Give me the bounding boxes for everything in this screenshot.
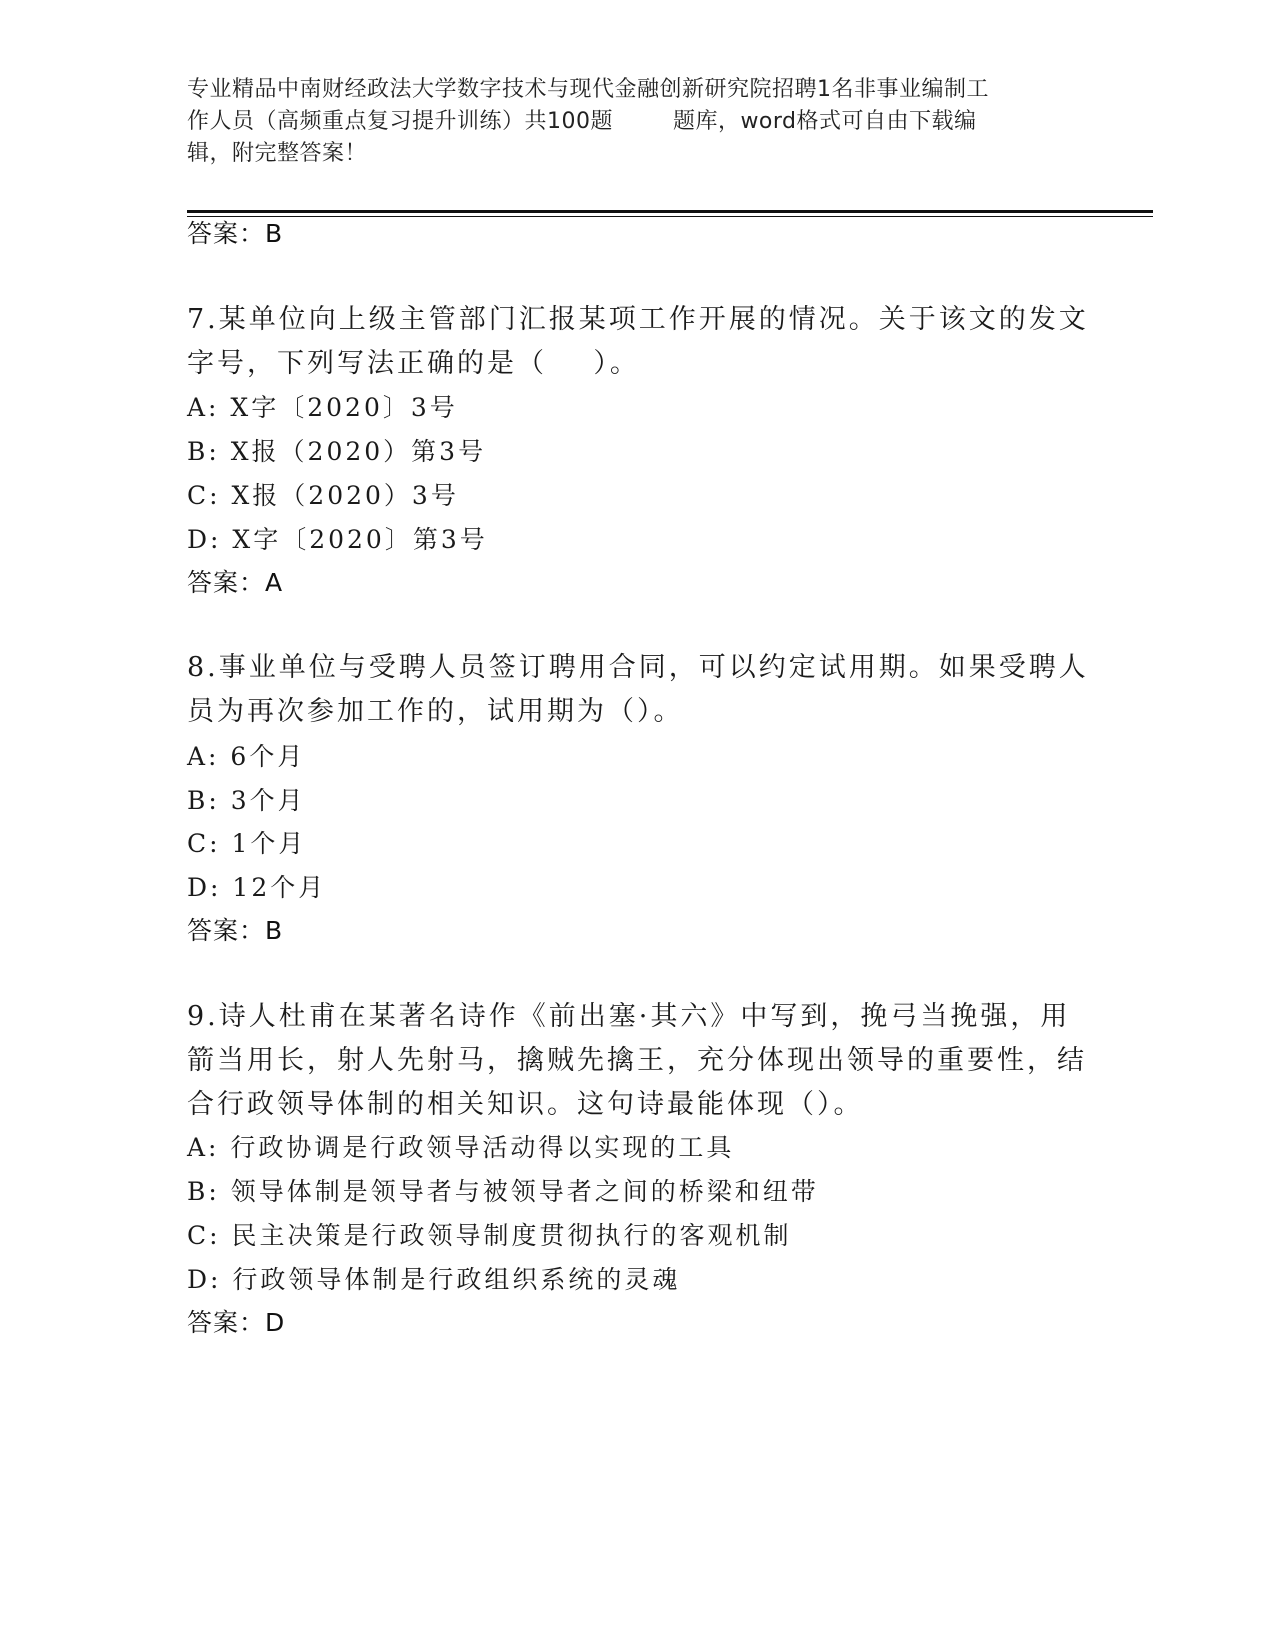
header-divider-thin [187, 216, 1153, 217]
question-8-option-d: D: 12个月 [187, 873, 327, 902]
header-line: 作人员（高频重点复习提升训练）共100题 题库，word格式可自由下载编 [187, 109, 977, 134]
question-7-option-c: C: X报（2020）3号 [187, 481, 459, 510]
question-9-option-a: A: 行政协调是行政领导活动得以实现的工具 [187, 1133, 735, 1162]
question-9-option-d: D: 行政领导体制是行政组织系统的灵魂 [187, 1265, 681, 1294]
question-8-text [187, 646, 1089, 734]
question-7-answer: 答案：A [187, 568, 284, 597]
question-line: 箭当用长，射人先射马，擒贼先擒王，充分体现出领导的重要性，结 [187, 1045, 1087, 1076]
question-8-option-b: B: 3个月 [187, 786, 306, 815]
question-9-answer: 答案：D [187, 1308, 286, 1337]
header-line: 专业精品中南财经政法大学数字技术与现代金融创新研究院招聘1名非事业编制工 [187, 77, 989, 102]
question-line: 字号，下列写法正确的是（ ）。 [187, 348, 640, 379]
question-7-option-b: B: X报（2020）第3号 [187, 437, 487, 466]
previous-answer: 答案：B [187, 219, 284, 248]
question-line: 合行政领导体制的相关知识。这句诗最能体现（）。 [187, 1089, 864, 1120]
question-9-option-c: C: 民主决策是行政领导制度贯彻执行的客观机制 [187, 1221, 792, 1250]
question-8-answer: 答案：B [187, 916, 284, 945]
question-9-option-b: B: 领导体制是领导者与被领导者之间的桥梁和纽带 [187, 1177, 819, 1206]
question-9-text [187, 995, 1087, 1127]
question-line: 7.某单位向上级主管部门汇报某项工作开展的情况。关于该文的发文 [187, 304, 1089, 335]
question-line: 员为再次参加工作的，试用期为（）。 [187, 696, 684, 727]
question-8-option-a: A: 6个月 [187, 742, 306, 771]
question-7-text [187, 298, 1089, 386]
question-line: 8.事业单位与受聘人员签订聘用合同，可以约定试用期。如果受聘人 [187, 652, 1089, 683]
header-line: 辑，附完整答案！ [187, 141, 368, 166]
document-header [187, 74, 1087, 170]
header-divider-thick [187, 210, 1153, 213]
question-8-option-c: C: 1个月 [187, 829, 307, 858]
question-7-option-d: D: X字〔2020〕第3号 [187, 525, 488, 554]
question-line: 9.诗人杜甫在某著名诗作《前出塞·其六》中写到，挽弓当挽强，用 [187, 1001, 1071, 1032]
question-7-option-a: A: X字〔2020〕3号 [187, 393, 458, 422]
